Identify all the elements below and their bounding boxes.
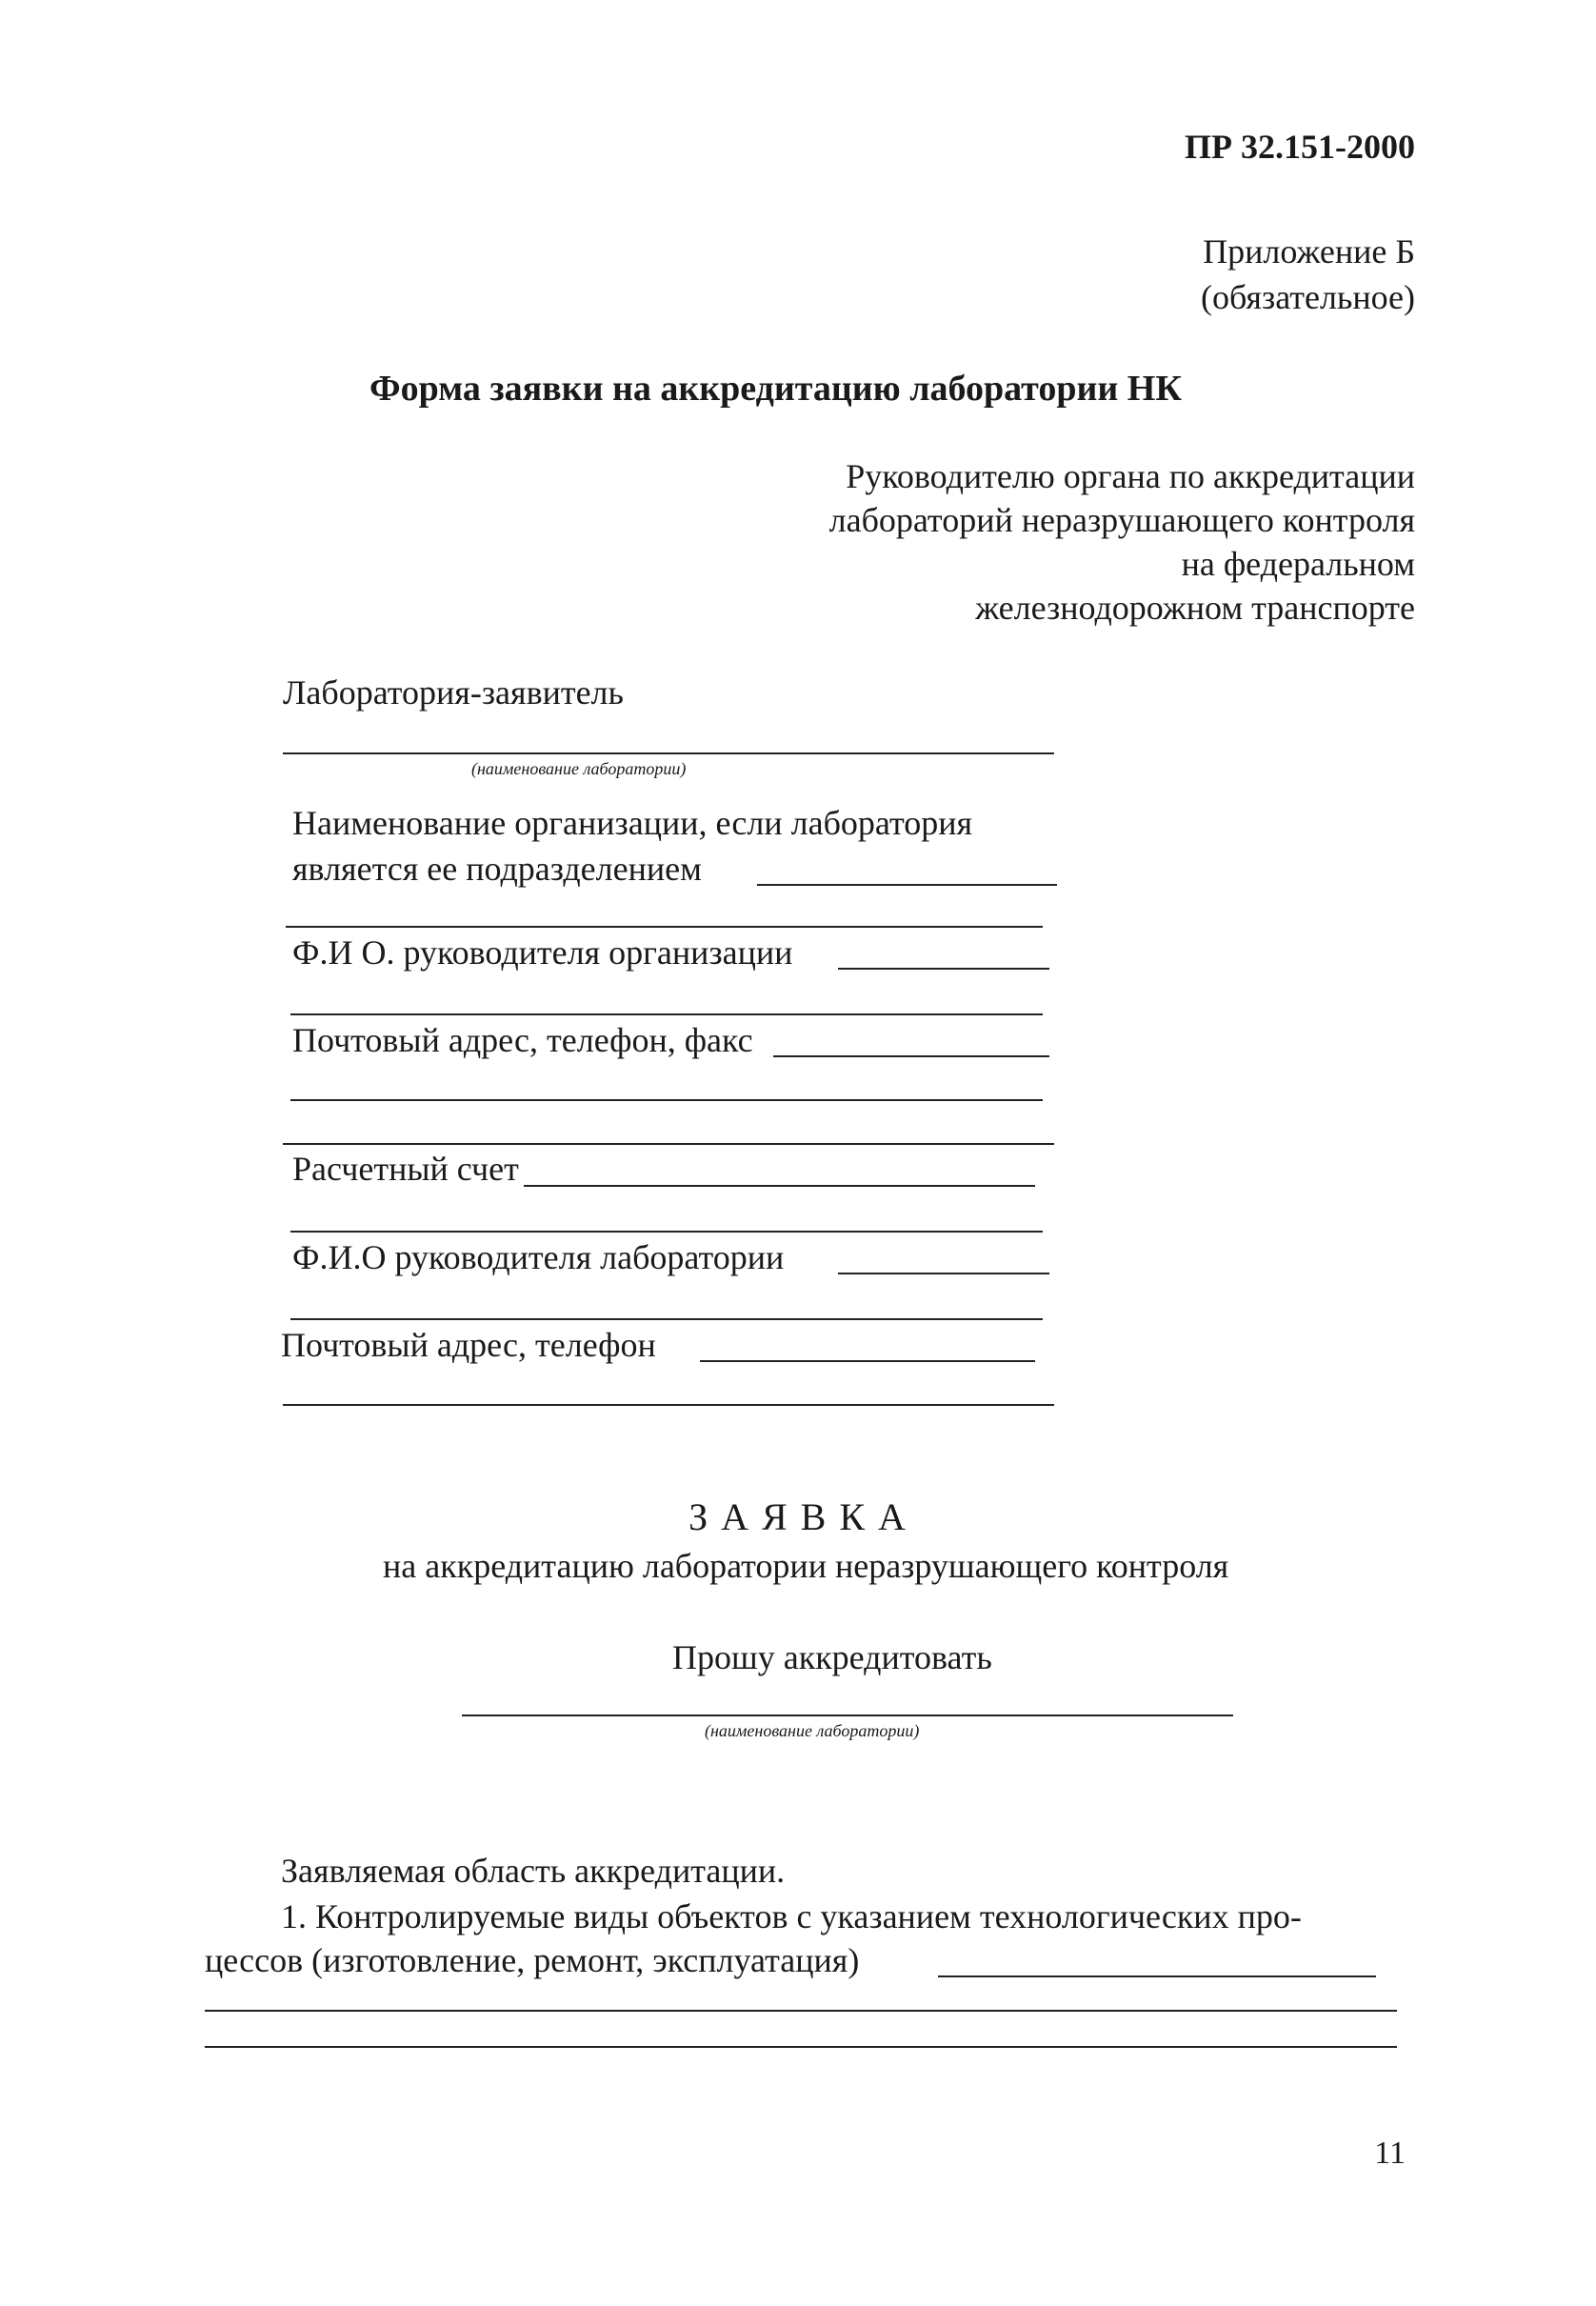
org-head-label: Ф.И О. руководителя организации (292, 933, 793, 972)
document-code: ПР 32.151-2000 (1185, 128, 1415, 166)
item1-line-2: цессов (изготовление, ремонт, эксплуатация) (205, 1941, 860, 1979)
lab-head-line-2[interactable] (290, 1318, 1043, 1320)
account-label: Расчетный счет (292, 1150, 519, 1188)
applicant-caption: (наименование лаборатории) (471, 759, 687, 778)
postal-phone-line-1[interactable] (700, 1360, 1035, 1362)
org-name-line-1[interactable] (757, 884, 1057, 886)
addressee-line-3: на федеральном (1181, 545, 1415, 583)
org-head-line-2[interactable] (290, 1013, 1043, 1015)
item1-line-blank-3[interactable] (205, 2046, 1397, 2048)
lab-head-line-1[interactable] (838, 1273, 1049, 1274)
postal-phone-line-2[interactable] (283, 1404, 1054, 1406)
postal-phone-label: Почтовый адрес, телефон (281, 1326, 656, 1364)
postal-fax-line-3[interactable] (283, 1143, 1054, 1145)
request-line[interactable] (462, 1714, 1233, 1716)
org-head-line-1[interactable] (838, 968, 1049, 970)
applicant-label: Лаборатория-заявитель (283, 673, 624, 712)
addressee-line-4: железнодорожном транспорте (975, 589, 1415, 627)
request-label: Прошу аккредитовать (672, 1638, 992, 1676)
org-name-label-line-2: является ее подразделением (292, 850, 702, 888)
org-name-line-2[interactable] (286, 926, 1043, 928)
scope-label: Заявляемая область аккредитации. (281, 1852, 786, 1890)
appendix-status: (обязательное) (1201, 278, 1415, 316)
item1-line-1: 1. Контролируемые виды объектов с указанием технологических про- (281, 1897, 1302, 1935)
appendix-label: Приложение Б (1203, 232, 1415, 271)
postal-fax-label: Почтовый адрес, телефон, факс (292, 1021, 753, 1059)
account-line-2[interactable] (290, 1231, 1043, 1233)
lab-head-label: Ф.И.О руководителя лаборатории (292, 1238, 785, 1276)
org-name-label-line-1: Наименование организации, если лаборатория (292, 804, 973, 842)
item1-line-blank-2[interactable] (205, 2010, 1397, 2012)
item1-line-blank-1[interactable] (938, 1975, 1376, 1977)
account-line-1[interactable] (524, 1185, 1035, 1187)
applicant-name-line[interactable] (283, 752, 1054, 754)
request-caption: (наименование лаборатории) (705, 1721, 920, 1740)
addressee-line-1: Руководителю органа по аккредитации (846, 457, 1415, 495)
application-subtitle: на аккредитацию лаборатории неразрушающего контроля (383, 1547, 1229, 1585)
postal-fax-line-1[interactable] (773, 1055, 1049, 1057)
application-title: З А Я В К А (688, 1495, 908, 1538)
page-number: 11 (1374, 2136, 1406, 2171)
addressee-line-2: лабораторий неразрушающего контроля (828, 501, 1415, 539)
postal-fax-line-2[interactable] (290, 1099, 1043, 1101)
form-title: Форма заявки на аккредитацию лаборатории НК (369, 369, 1182, 409)
